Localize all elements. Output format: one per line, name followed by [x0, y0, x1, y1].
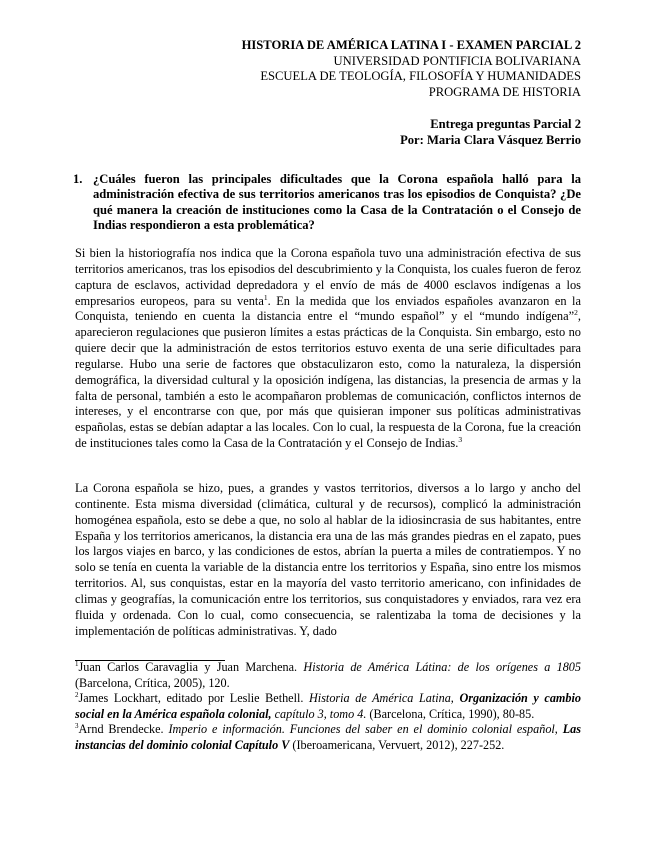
paragraph-1-text-c: , aparecieron regulaciones que pusieron límites a estas prácticas de la Conquista. Sin embargo, esto no quiere decir que la administración de estos territorios estuvo exenta de una serie dificultades para regularse. Hubo una serie de factores que obstaculizaron esto, como la naturaleza, la dispersión demográfica, la diversidad cultural y la oposición indígena, las distancias, la presencia de armas y la falta de personal, también a esto le acompañaron problemas de comunicación, conflictos internos de intereses, y el encontrarse con que, por más que quisieran imponer sus políticas administrativas españolas, estas se debían adaptar a las locales. Con lo cual, la respuesta de la Corona, fue la creación de instituciones tales como la Casa de la Contratación y el Consejo de Indias.	[75, 309, 581, 451]
question-item	[73, 172, 581, 233]
footnote-ref-2: 2	[574, 308, 578, 318]
delivery-block	[400, 117, 581, 148]
question-text: ¿Cuáles fueron las principales dificultades que la Corona española halló para la administración efectiva de sus territorios americanos tras los episodios de Conquista? ¿De qué manera la creación de instituciones como la Casa de la Contratación o el Consejo de Indias respondieron a esta problemática?	[93, 172, 581, 232]
footnote-author: Juan Carlos Caravaglia y Juan Marchena.	[78, 660, 304, 674]
document-header	[242, 38, 581, 100]
footnote-2	[75, 691, 581, 722]
footnote-title: Historia de América Latina,	[309, 691, 460, 706]
footnote-title: Historia de América Látina: de los orígenes a 1805	[303, 660, 581, 674]
paragraph-1-text-b: . En la medida que los enviados españoles avanzaron en la Conquista, teniendo en cuenta la distancia entre el “mundo español” y el “mundo indígena”	[75, 293, 582, 324]
paragraph-1-text-a: Si bien la historiografía nos indica que la Corona española tuvo una administración efectiva de sus territorios americanos, tras los episodios del descubrimiento y la Conquista, los cuales fueron de feroz captura de esclavos, actividad depredadora y el envío de más de 4000 esclavos indígenas a los empresarios europeos, para su venta	[75, 246, 581, 308]
course-title: HISTORIA DE AMÉRICA LATINA I - EXAMEN PARCIAL 2	[241, 38, 581, 52]
footnote-part: capítulo 3, tomo 4.	[271, 706, 367, 721]
delivery-title: Entrega preguntas Parcial 2	[430, 117, 581, 131]
footnote-number: 1	[75, 659, 79, 668]
footnote-number: 2	[75, 691, 79, 700]
footnote-ref-1: 1	[263, 292, 268, 302]
body-paragraph-2: La Corona española se hizo, pues, a grandes y vastos territorios, diversos a lo largo y ancho del continente. Esta misma diversidad (climática, cultural y de recursos), complicó la administración homogénea española, esto se debe a que, no solo al hablar de la idiosincrasia de sus habitantes, entre España y los territorios americanos, la distancia era una de las más grandes piedras en el zapato, pues los largos viajes en barco, y las condiciones de estos, abrían la puerta a miles de contratiempos. Y no solo se tenía en cuenta la variable de la distancia entre los territorios y España, sino entre los mismos territorios. Al, sus conquistas, estar en la mayoría del vasto territorio americano, con infinidades de climas y geografías, la comunicación entre los territorios, sus conquistadores y enviados, rara vez era fluida y ordenada. Con lo cual, como consecuencia, se ralentizaba la toma de decisiones y la implementación de políticas administrativas. Y, dado	[75, 481, 581, 638]
school-name: ESCUELA DE TEOLOGÍA, FILOSOFÍA Y HUMANIDADES	[260, 69, 581, 84]
author-line: Por: Maria Clara Vásquez Berrio	[400, 132, 581, 147]
program-name: PROGRAMA DE HISTORIA	[428, 84, 581, 99]
footnote-1	[75, 660, 581, 691]
body-paragraph-1	[75, 246, 581, 452]
footnote-publication: (Barcelona, Crítica, 1990), 80-85.	[366, 706, 535, 721]
footnote-separator-text: ,	[554, 722, 563, 737]
footnote-ref-3: 3	[458, 435, 463, 444]
footnote-publication: (Iberoamericana, Vervuert, 2012), 227-252.	[289, 737, 505, 752]
footnote-3	[75, 722, 581, 753]
footnote-chapter: Las instancias del dominio colonial Capítulo V	[75, 722, 582, 752]
question-number: 1.	[73, 172, 83, 186]
footnotes	[75, 660, 581, 754]
footnote-publication: (Barcelona, Crítica, 2005), 120.	[75, 675, 230, 690]
university-name: UNIVERSIDAD PONTIFICIA BOLIVARIANA	[333, 53, 581, 68]
footnote-author: Arnd Brendecke.	[78, 722, 169, 737]
footnote-number: 3	[75, 722, 79, 731]
footnote-title: Imperio e información. Funciones del saber en el dominio colonial español	[168, 722, 555, 737]
footnote-chapter: Organización y cambio social en la América española colonial,	[75, 691, 581, 721]
footnote-author: James Lockhart, editado por Leslie Bethell.	[78, 691, 309, 706]
